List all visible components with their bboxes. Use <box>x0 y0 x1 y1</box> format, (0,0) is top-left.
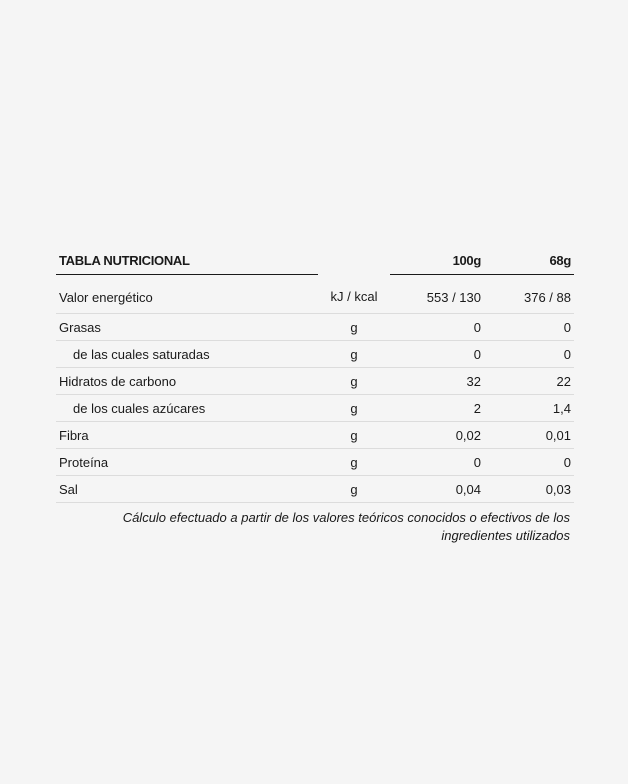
value-per-100g: 0 <box>390 449 484 476</box>
value-per-100g: 32 <box>390 368 484 395</box>
nutrient-unit: g <box>318 476 390 503</box>
header-unit <box>318 246 390 275</box>
value-per-serving: 0 <box>484 449 574 476</box>
nutrition-panel <box>56 246 574 545</box>
table-row <box>56 449 574 476</box>
calculation-footnote: Cálculo efectuado a partir de los valores teóricos conocidos o efectivos de los ingredientes utilizados <box>122 510 570 543</box>
header-per-serving: 68g <box>484 246 574 275</box>
value-per-100g: 0 <box>390 341 484 368</box>
table-row <box>56 341 574 368</box>
nutrient-label: Hidratos de carbono <box>56 368 318 395</box>
table-row <box>56 422 574 449</box>
nutrition-table <box>56 246 574 503</box>
nutrient-unit: g <box>318 395 390 422</box>
header-per-100g: 100g <box>390 246 484 275</box>
value-per-serving: 0,03 <box>484 476 574 503</box>
value-per-100g: 553 / 130 <box>390 275 484 314</box>
value-per-serving: 0 <box>484 314 574 341</box>
value-per-serving: 0 <box>484 341 574 368</box>
nutrient-unit: g <box>318 341 390 368</box>
value-per-100g: 0,02 <box>390 422 484 449</box>
value-per-serving: 1,4 <box>484 395 574 422</box>
nutrient-label: Grasas <box>56 314 318 341</box>
table-row <box>56 395 574 422</box>
table-row <box>56 314 574 341</box>
nutrient-unit: kJ / kcal <box>318 275 390 314</box>
nutrient-unit: g <box>318 368 390 395</box>
nutrient-unit: g <box>318 449 390 476</box>
table-row <box>56 368 574 395</box>
value-per-100g: 2 <box>390 395 484 422</box>
value-per-100g: 0 <box>390 314 484 341</box>
nutrient-label: de los cuales azúcares <box>56 395 318 422</box>
table-row <box>56 476 574 503</box>
nutrient-unit: g <box>318 314 390 341</box>
nutrient-unit: g <box>318 422 390 449</box>
table-body <box>56 275 574 503</box>
table-header-row <box>56 246 574 275</box>
nutrient-label: de las cuales saturadas <box>56 341 318 368</box>
table-row <box>56 275 574 314</box>
table-title: TABLA NUTRICIONAL <box>56 246 318 275</box>
value-per-100g: 0,04 <box>390 476 484 503</box>
value-per-serving: 0,01 <box>484 422 574 449</box>
nutrient-label: Valor energético <box>56 275 318 314</box>
nutrient-label: Proteína <box>56 449 318 476</box>
nutrient-label: Fibra <box>56 422 318 449</box>
value-per-serving: 376 / 88 <box>484 275 574 314</box>
value-per-serving: 22 <box>484 368 574 395</box>
nutrient-label: Sal <box>56 476 318 503</box>
